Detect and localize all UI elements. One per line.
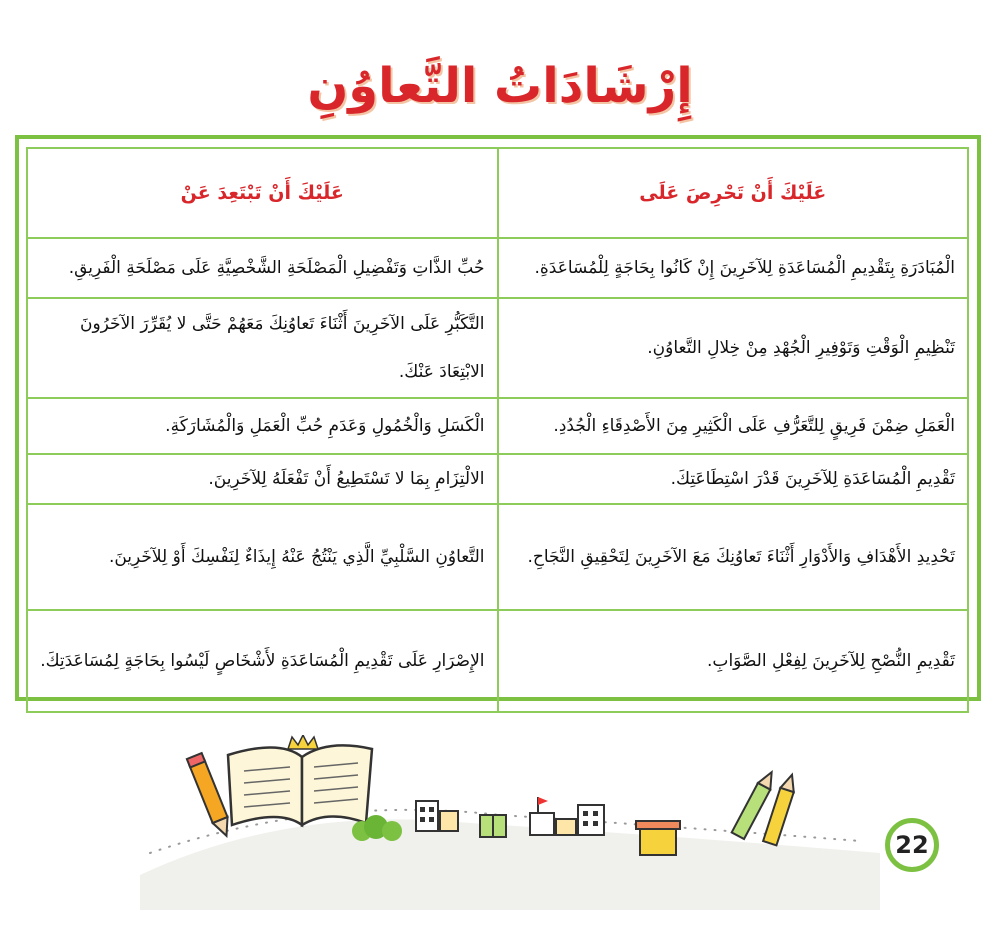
guidelines-table: [26, 147, 969, 713]
table-row: [27, 298, 968, 398]
page-title: إِرْشَادَاتُ التَّعاوُنِ: [307, 58, 693, 114]
pencil-icon: [187, 753, 234, 839]
do-item: تَقْدِيمِ الْمُسَاعَدَةِ لِلآخَرِينَ قَدْرَ اسْتِطَاعَتِكَ.: [498, 454, 969, 504]
do-item: تَحْدِيدِ الأَهْدَافِ وَالأَدْوَارِ أَثْنَاءَ تَعاوُنِكَ مَعَ الآخَرِينَ لِتَحْقِيقِ النَّجَاحِ.: [498, 504, 969, 610]
crown-icon: [288, 735, 318, 749]
do-item: تَقْدِيمِ النُّصْحِ لِلآخَرِينَ لِفِعْلِ الصَّوَابِ.: [498, 610, 969, 712]
header-do: عَلَيْكَ أَنْ تَحْرِصَ عَلَى: [498, 148, 969, 238]
table-row: [27, 238, 968, 298]
table-row: [27, 454, 968, 504]
table-row: [27, 504, 968, 610]
table-header-row: [27, 148, 968, 238]
avoid-item: الالْتِزَامِ بِمَا لا تَسْتَطِيعُ أَنْ تَفْعَلَهُ لِلآخَرِينَ.: [27, 454, 498, 504]
avoid-item: حُبِّ الذَّاتِ وَتَفْضِيلِ الْمَصْلَحَةِ الشَّخْصِيَّةِ عَلَى مَصْلَحَةِ الْفَرِيقِ.: [27, 238, 498, 298]
avoid-item: التَّعاوُنِ السَّلْبِيِّ الَّذِي يَنْتُجُ عَنْهُ إِيذَاءٌ لِنَفْسِكَ أَوْ لِلآخَرِينَ.: [27, 504, 498, 610]
avoid-item: الْكَسَلِ وَالْخُمُولِ وَعَدَمِ حُبِّ الْعَمَلِ وَالْمُشَارَكَةِ.: [27, 398, 498, 454]
avoid-item: التَّكَبُّرِ عَلَى الآخَرِينَ أَثْنَاءَ تَعاوُنِكَ مَعَهُمْ حَتَّى لا يُقَرِّرَ الآخَرُونَ الابْتِعَادَ عَنْكَ.: [27, 298, 498, 398]
do-item: تَنْظِيمِ الْوَقْتِ وَتَوْفِيرِ الْجُهْدِ مِنْ خِلالِ التَّعاوُنِ.: [498, 298, 969, 398]
do-item: الْعَمَلِ ضِمْنَ فَرِيقٍ لِلتَّعَرُّفِ عَلَى الْكَثِيرِ مِنَ الأَصْدِقَاءِ الْجُدُدِ.: [498, 398, 969, 454]
table-row: [27, 398, 968, 454]
open-book-icon: [228, 745, 372, 825]
do-item: الْمُبَادَرَةِ بِتَقْدِيمِ الْمُسَاعَدَةِ لِلآخَرِينَ إِنْ كَانُوا بِحَاجَةٍ لِلْمُسَاعَدَةِ.: [498, 238, 969, 298]
header-avoid: عَلَيْكَ أَنْ تَبْتَعِدَ عَنْ: [27, 148, 498, 238]
avoid-item: الإِصْرَارِ عَلَى تَقْدِيمِ الْمُسَاعَدَةِ لأَشْخَاصٍ لَيْسُوا بِحَاجَةٍ لِمُسَاعَدَتِكَ.: [27, 610, 498, 712]
footer-illustration: [140, 735, 880, 910]
page-number-badge: 22: [885, 818, 939, 872]
table-row: [27, 610, 968, 712]
